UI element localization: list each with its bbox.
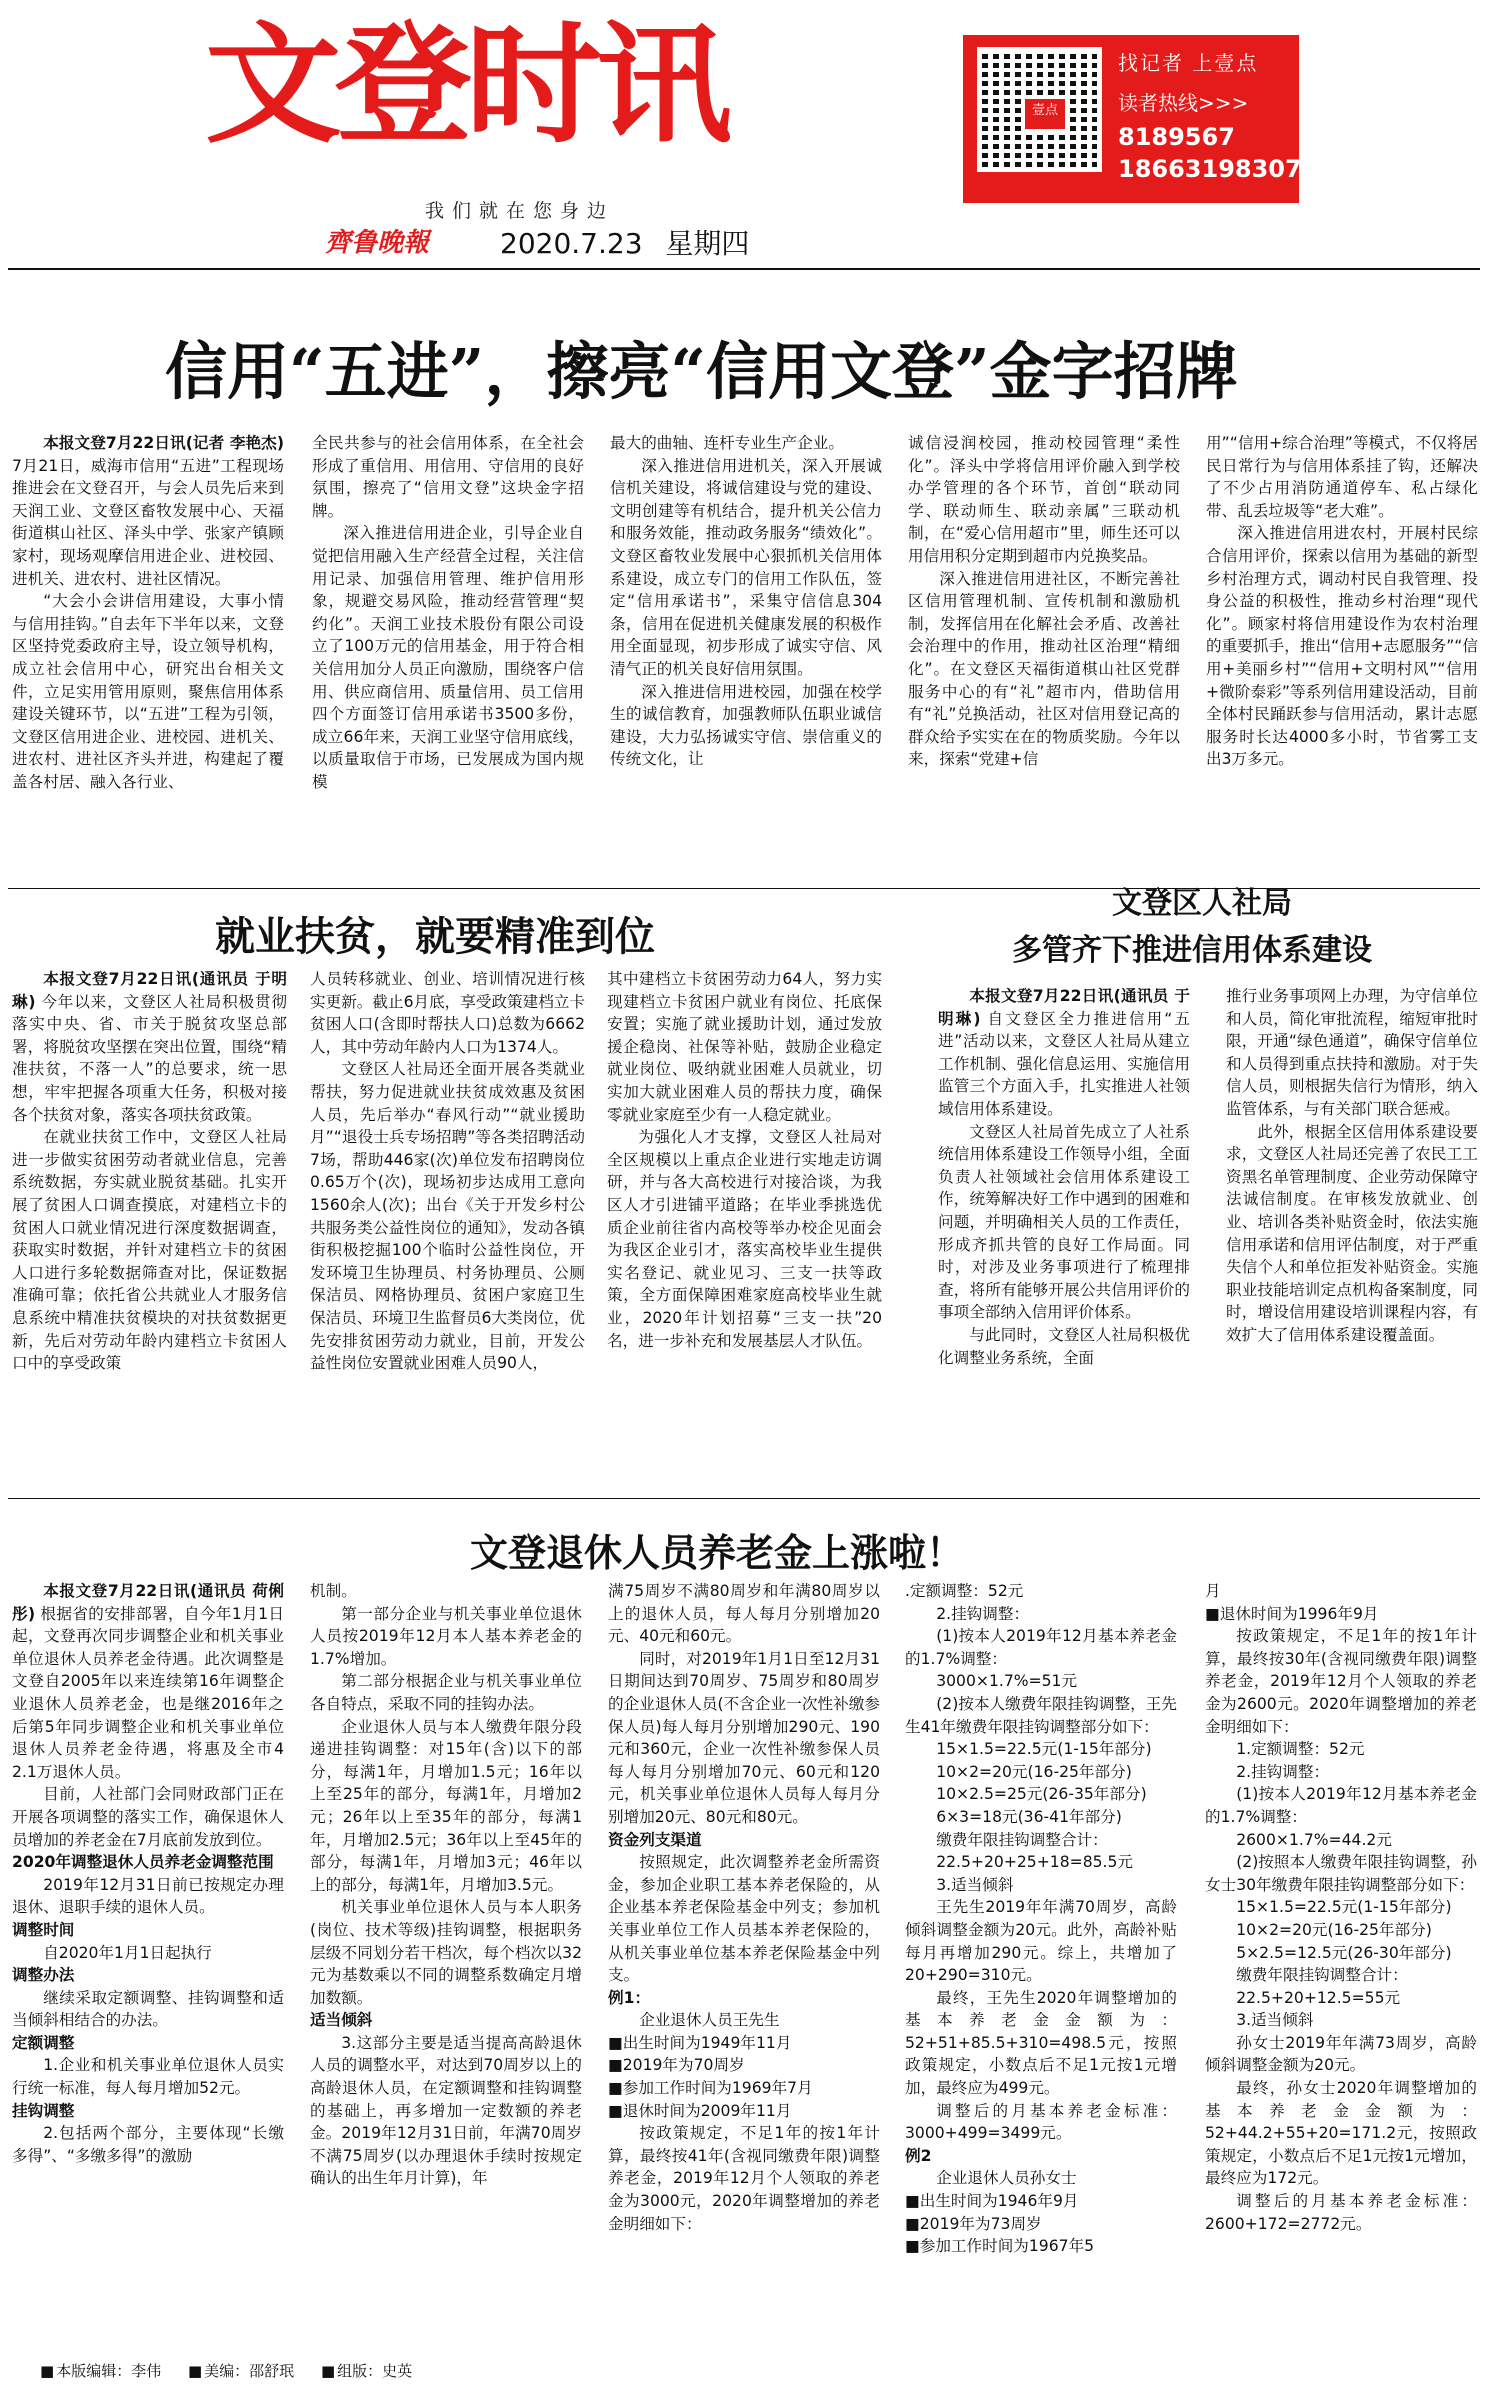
dateline: 本报文登7月22日讯(通讯员 于明琳) [12,970,287,1011]
paragraph: 缴费年限挂钩调整合计： [936,1830,1108,1849]
article3-title-line2: 多管齐下推进信用体系建设 [1012,933,1372,968]
article3-column [1226,985,1478,1490]
paragraph: 企业退休人员王先生 [639,2011,780,2030]
paragraph: 第一部分企业与机关事业单位退休人员按2019年12月本人基本养老金的1.7%增加。 [310,1604,582,1668]
paragraph: 1.企业和机关事业单位退休人员实行统一标准，每人每月增加52元。 [12,2056,284,2098]
paragraph: 10×2.5=25元(26-35年部分) [936,1785,1147,1804]
paragraph: 为强化人才支撑，文登区人社局对全区规模以上重点企业进行实地走访调研，并与各大高校进行对接洽谈，为我区人才引进铺平道路；在毕业季挑选优质企业前往省内高校等举办校企见面会为我区企业引才，落实高校毕业生提供实名登记、就业见习、三支一扶等政策，全方面保障困难家庭高校毕业生就业，2020年计划招募“三支一扶”20名，进一步补充和发展基层人才队伍。 [607,1128,882,1350]
paragraph: 深入推进信用进机关，深入开展诚信机关建设，将诚信建设与党的建设、文明创建等有机结合，提升机关公信力和服务效能，推动政务服务“绩效化”。文登区畜牧业发展中心狠抓机关信用体系建设，成立专门的信用工作队伍，签定“信用承诺书”，采集守信信息304条，信用在促进机关健康发展的积极作用全面显现，初步形成了诚实守信、风清气正的机关良好信用氛围。 [610,456,882,678]
masthead [0,0,1488,290]
paragraph: 人员转移就业、创业、培训情况进行核实更新。截止6月底，享受政策建档立卡贫困人口(含即时帮扶人口)总数为6662人，其中劳动年龄内人口为1374人。 [310,970,585,1056]
paragraph: 6×3=18元(36-41年部分) [936,1807,1122,1826]
paragraph: 15×1.5=22.5元(1-15年部分) [936,1740,1152,1759]
article1-column [312,432,584,887]
paragraph: 调整后的月基本养老金标准：3000+499=3499元。 [905,2101,1177,2143]
paragraph: 文登区人社局还全面开展各类就业帮扶，努力促进就业扶贫成效惠及贫困人员，先后举办“春风行动”“就业援助月”“退役士兵专场招聘”等各类招聘活动7场，帮助446家(次)单位发布招聘岗位0.65万个(次)，现场初步达成用工意向1560余人(次)；出台《关于开发乡村公共服务类公益性岗位的通知》，发动各镇街积极挖掘100个临时公益性岗位，开发环境卫生协理员、村务协理员、公厕保洁员、网格协理员、贫困户家庭卫生保洁员、环境卫生监督员6大类岗位，优先安排贫困劳动力就业，目前，开发公益性岗位安置就业困难人员90人， [310,1060,585,1373]
paragraph: 调整办法 [12,1966,75,1985]
paragraph: 目前，人社部门会同财政部门正在开展各项调整的落实工作，确保退休人员增加的养老金在7月底前发放到位。 [12,1785,284,1849]
paragraph: 最大的曲轴、连杆专业生产企业。 [610,434,844,452]
article2-title: 就业扶贫，就要精准到位 [215,913,655,960]
paragraph: 满75周岁不满80周岁和年满80周岁以上的退休人员，每人每月分别增加20元、40元和60元。 [608,1582,880,1646]
qr-badge: 壹点 [1022,96,1068,132]
paragraph: (1)按本人2019年12月基本养老金的1.7%调整： [905,1627,1177,1668]
paragraph: 调整时间 [12,1920,75,1939]
paragraph: ■2019年为70周岁 [608,2056,745,2075]
article4-column [1205,1580,1477,2355]
article4-title: 文登退休人员养老金上涨啦！ [470,1530,965,1575]
paragraph: 企业退休人员孙女士 [936,2169,1077,2188]
paragraph: 推行业务事项网上办理，为守信单位和人员，简化审批流程，缩短审批时限，开通“绿色通道”，确保守信单位和人员得到重点扶持和激励。对于失信人员，则根据失信行为情形，纳入监管体系，与有关部门联合惩戒。 [1226,987,1478,1118]
paragraph: 深入推进信用进农村，开展村民综合信用评价，探索以信用为基础的新型乡村治理方式，调动村民自我管理、投身公益的积极性，推动乡村治理“现代化”。顾家村将信用建设作为农村治理的重要抓手，推出“信用+志愿服务”“信用+美丽乡村”“信用+文明村风”“信用+微阶泰彩”等系列信用建设活动，目前全体村民踊跃参与信用活动，累计志愿服务时长达4000多小时，节省雾工支出3万多元。 [1206,524,1478,769]
paragraph: 文登区人社局首先成立了人社系统信用体系建设工作领导小组，全面负责人社领域社会信用体系建设工作，统筹解决好工作中遇到的困难和问题，并明确相关人员的工作责任，形成齐抓共管的良好工作局面。同时，对涉及业务事项进行了梳理排查，将所有能够开展公共信用评价的事项全部纳入信用评价体系。 [938,1122,1190,1322]
dateline: 本报文登7月22日讯(记者 李艳杰) [43,434,284,452]
paragraph: 资金列支渠道 [608,1830,702,1849]
paragraph: ■参加工作时间为1967年5 [905,2237,1095,2256]
paragraph: 此外，根据全区信用体系建设要求，文登区人社局还完善了农民工工资黑名单管理制度、企业劳动保障守法诚信制度。在审核发放就业、创业、培训各类补贴资金时，依法实施信用承诺和信用评估制度，对于严重失信个人和单位拒发补贴资金。实施职业技能培训定点机构备案制度，同时，增设信用建设培训课程内容，有效扩大了信用体系建设覆盖面。 [1226,1122,1478,1344]
article4-column [12,1580,284,2355]
article4-column [310,1580,582,2355]
paragraph: 月 [1205,1582,1221,1600]
masthead-divider [8,268,1480,270]
dateline: 本报文登7月22日讯(通讯员 荷俐彤) [12,1582,284,1623]
paragraph: 2020年调整退休人员养老金调整范围 [12,1853,274,1872]
paragraph: 例2 [905,2146,932,2165]
footer-editor: ■ 本版编辑：李伟 [40,2362,161,2380]
paragraph: 本报文登7月22日讯(通讯员 于明琳) 自文登区全力推进信用“五进”活动以来，文登区人社局从建立工作机制、强化信息运用、实施信用监管三个方面入手，扎实推进人社领域信用体系建设。 [938,987,1190,1118]
paragraph: 全民共参与的社会信用体系，在全社会形成了重信用、用信用、守信用的良好氛围，擦亮了“信用文登”这块金字招牌。 [312,434,584,520]
paragraph: (1)按本人2019年12月基本养老金的1.7%调整： [1205,1785,1477,1826]
article3-column [938,985,1190,1490]
dateline: 本报文登7月22日讯(通讯员 于明琳) [938,987,1190,1028]
article3-title-line1: 文登区人社局 [1112,886,1292,921]
paragraph: 缴费年限挂钩调整合计： [1236,1966,1408,1985]
paragraph: 孙女士2019年年满73周岁，高龄倾斜调整金额为20元。 [1205,2033,1477,2075]
paragraph: 企业退休人员与本人缴费年限分段递进挂钩调整：对15年(含)以下的部分，每满1年，月增加1.5元；16年以上至25年的部分，每满1年，月增加2元；26年以上至35年的部分，每满1年，月增加2.5元；36年以上至45年的部分，每满1年，月增加3元；46年以上的部分，每满1年，月增加3.5元。 [310,1717,582,1894]
paragraph: 2.挂钩调整： [936,1604,1030,1623]
issue-date [500,222,749,262]
paragraph: 定额调整 [12,2033,75,2052]
footer-proof: ■ 组版：史英 [321,2362,412,2380]
masthead-slogan: 我们就在您身边 [425,200,615,222]
paragraph: 2600×1.7%=44.2元 [1236,1830,1392,1849]
paragraph: 3.适当倾斜 [1236,2011,1314,2030]
article2-column [12,968,287,1488]
paragraph: 5×2.5=12.5元(26-30年部分) [1236,1943,1452,1962]
article1-column [908,432,1180,887]
footer-designer: ■ 美编：邵舒珉 [188,2362,294,2380]
paragraph: 3000×1.7%=51元 [936,1672,1078,1691]
article4-column [608,1580,880,2355]
article4-column [905,1580,1177,2355]
article3-divider [8,1498,1480,1499]
hotline-slogan: 找记者 上壹点 [1118,51,1259,75]
hotline-phone-1: 8189567 [1118,123,1235,151]
paragraph: 用”“信用+综合治理”等模式，不仅将居民日常行为与信用体系挂了钩，还解决了不少占用消防通道停车、私占绿化带、乱丢垃圾等“老大难”。 [1206,434,1478,520]
hotline-phone-2: 18663198307 [1118,155,1302,183]
paragraph: ■2019年为73周岁 [905,2214,1042,2233]
paragraph: 深入推进信用进企业，引导企业自觉把信用融入生产经营全过程，关注信用记录、加强信用管理、维护信用形象，规避交易风险，推动经营管理“契约化”。天润工业技术股份有限公司设立了100万元的信用基金，用于符合相关信用加分人员正向激励，围绕客户信用、供应商信用、质量信用、员工信用四个方面签订信用承诺书3500多份，成立66年来，天润工业坚守信用底线，以质量取信于市场，已发展成为国内规模 [312,524,584,791]
paragraph: ■退休时间为2009年11月 [608,2101,792,2120]
weekday-text: 星期四 [665,227,750,260]
paragraph: .定额调整：52元 [905,1582,1024,1600]
article1-title: 信用“五进”，擦亮“信用文登”金字招牌 [165,335,1238,408]
paragraph: 与此同时，文登区人社局积极优化调整业务系统，全面 [938,1325,1190,1367]
paragraph: 22.5+20+25+18=85.5元 [936,1853,1134,1872]
paragraph: 15×1.5=22.5元(1-15年部分) [1236,1898,1452,1917]
paragraph: 1.定额调整：52元 [1236,1740,1365,1759]
paragraph: 其中建档立卡贫困劳动力64人，努力实现建档立卡贫困户就业有岗位、托底保安置；实施了就业援助计划，通过发放援企稳岗、社保等补贴，鼓励企业稳定就业岗位、吸纳就业困难人员就业，切实加大就业困难人员的帮扶力度，确保零就业家庭至少有一人稳定就业。 [607,970,882,1124]
paragraph: 3.这部分主要是适当提高高龄退休人员的调整水平，对达到70周岁以上的高龄退休人员，在定额调整和挂钩调整的基础上，再多增加一定数额的养老金。2019年12月31日前，年满70周岁不满75周岁(以办理退休手续时按规定确认的出生年月计算)，年 [310,2033,582,2188]
paragraph: 适当倾斜 [310,2011,373,2030]
paragraph: 本报文登7月22日讯(通讯员 于明琳) 今年以来，文登区人社局积极贯彻落实中央、省、市关于脱贫攻坚总部署，将脱贫攻坚摆在突出位置，围绕“精准扶贫，不落一人”的总要求，统一思想，牢牢把握各项重大任务，积极对接各个扶贫对象，落实各项扶贫政策。 [12,970,287,1124]
article1-column [610,432,882,887]
paragraph: 诚信浸润校园，推动校园管理“柔性化”。泽头中学将信用评价融入到学校办学管理的各个环节，首创“联动同学、联动师生、联动亲属”三联动机制，在“爱心信用超市”里，师生还可以用信用积分定期到超市内兑换奖品。 [908,434,1180,565]
article1-column [12,432,284,887]
paragraph: ■出生时间为1946年9月 [905,2192,1079,2211]
brand-logo: 齊鲁晚報 [325,228,430,258]
paragraph: (2)按本人缴费年限挂钩调整，王先生41年缴费年限挂钩调整部分如下： [905,1694,1177,1736]
paragraph: ■参加工作时间为1969年7月 [608,2079,813,2098]
paragraph: 最终，王先生2020年调整增加的基本养老金金额为：52+51+85.5+310=498.5元，按照政策规定，小数点后不足1元按1元增加，最终应为499元。 [905,1988,1177,2098]
paragraph: 本报文登7月22日讯(通讯员 荷俐彤) 根据省的安排部署，自今年1月1日起，文登再次同步调整企业和机关事业单位退休人员养老金待遇。此次调整是文登自2005年以来连续第16年调整企业退休人员养老金，也是继2016年之后第5年同步调整企业和机关事业单位退休人员养老金待遇，将惠及全市4 2.1万退休人员。 [12,1582,284,1781]
paragraph: 本报文登7月22日讯(记者 李艳杰) 7月21日，威海市信用“五进”工程现场推进会在文登召开，与会人员先后来到天润工业、文登区畜牧发展中心、天福街道棋山社区、泽头中学、张家产镇顾家村，现场观摩信用进企业、进校园、进机关、进农村、进社区情况。 [12,434,284,588]
hotline-label: 读者热线>>> [1118,91,1249,115]
paragraph: 最终，孙女士2020年调整增加的基本养老金金额为：52+44.2+55+20=171.2元，按照政策规定，小数点后不足1元按1元增加，最终应为172元。 [1205,2079,1477,2188]
paragraph: 10×2=20元(16-25年部分) [1236,1920,1432,1939]
paragraph: 挂钩调整 [12,2101,75,2120]
paragraph: 2019年12月31日前已按规定办理退休、退职手续的退休人员。 [12,1875,284,1917]
paragraph: 22.5+20+12.5=55元 [1236,1988,1401,2007]
article2-column [607,968,882,1488]
page-footer [40,2360,412,2381]
paragraph: 按照规定，此次调整养老金所需资金，参加企业职工基本养老保险的，从企业基本养老保险基金中列支；参加机关事业单位工作人员基本养老保险的，从机关事业单位基本养老保险基金中列支。 [608,1853,880,1985]
paragraph: 3.适当倾斜 [936,1875,1014,1894]
paragraph: 调整后的月基本养老金标准：2600+172=2772元。 [1205,2192,1477,2233]
paragraph: 机关事业单位退休人员与本人职务(岗位、技术等级)挂钩调整，根据职务层级不同划分若干档次，每个档次以32元为基数乘以不同的调整系数确定月增加数额。 [310,1898,582,2007]
paragraph: 自2020年1月1日起执行 [43,1943,212,1962]
contact-panel [963,35,1302,203]
paragraph: 深入推进信用进社区，不断完善社区信用管理机制、宣传机制和激励机制，发挥信用在化解社会矛盾、改善社会治理中的作用，推动社区治理“精细化”。在文登区天福街道棋山社区党群服务中心的有“礼”超市内，借助信用有“礼”兑换活动，社区对信用登记高的群众给予实实在在的物质奖励。今年以来，探索“党建+信 [908,569,1180,769]
paragraph: ■退休时间为1996年9月 [1205,1604,1379,1623]
paragraph: 第二部分根据企业与机关事业单位各自特点，采取不同的挂钩办法。 [310,1672,582,1713]
date-text: 2020.7.23 [500,227,643,260]
paragraph: 王先生2019年年满70周岁，高龄倾斜调整金额为20元。此外，高龄补贴每月再增加290元。综上，共增加了20+290=310元。 [905,1898,1177,1985]
paragraph: 例1： [608,1988,651,2007]
paragraph: 2.包括两个部分，主要体现“长缴多得”、“多缴多得”的激励 [12,2124,284,2165]
paragraph: 按政策规定，不足1年的按1年计算，最终按30年(含视同缴费年限)调整养老金，2019年12月个人领取的养老金为2600元。2020年调整增加的养老金明细如下： [1205,1627,1477,1736]
paragraph: “大会小会讲信用建设，大事小情与信用挂钩。”自去年下半年以来，文登区坚持党委政府主导，设立领导机构，成立社会信用中心，研究出台相关文件，立足实用管用原则，聚焦信用体系建设关键环节，以“五进”工程为引领，文登区信用进企业、进校园、进机关、进农村、进社区齐头并进，构建起了覆盖各村居、融入各行业、 [12,592,284,791]
paragraph: 在就业扶贫工作中，文登区人社局进一步做实贫困劳动者就业信息，完善系统数据，夯实就业脱贫基础。扎实开展了贫困人口调查摸底，对建档立卡的贫困人口就业情况进行深度数据调查，获取实时数据，并针对建档立卡的贫困人口进行多轮数据筛查对比，保证数据准确可靠；依托省公共就业人才服务信息系统中精准扶贫模块的对扶贫数据更新，先后对劳动年龄内建档立卡贫困人口中的享受政策 [12,1128,287,1373]
paragraph: 继续采取定额调整、挂钩调整和适当倾斜相结合的办法。 [12,1988,284,2030]
article2-column [310,968,585,1488]
paragraph: 按政策规定，不足1年的按1年计算，最终按41年(含视同缴费年限)调整养老金，2019年12月个人领取的养老金为3000元，2020年调整增加的养老金明细如下： [608,2124,880,2233]
paragraph: 深入推进信用进校园，加强在校学生的诚信教育，加强教师队伍职业诚信建设，大力弘扬诚实守信、崇信重义的传统文化，让 [610,682,882,769]
paragraph: 机制。 [310,1582,357,1600]
article1-column [1206,432,1478,887]
paragraph: ■出生时间为1949年11月 [608,2033,792,2052]
paragraph: (2)按照本人缴费年限挂钩调整，孙女士30年缴费年限挂钩调整部分如下： [1205,1853,1477,1894]
paragraph: 10×2=20元(16-25年部分) [936,1762,1132,1781]
paragraph: 同时，对2019年1月1日至12月31日期间达到70周岁、75周岁和80周岁的企业退休人员(不含企业一次性补缴参保人员)每人每月分别增加290元、190元和360元，企业一次性补缴参保人员每人每月分别增加70元、60元和120元，机关事业单位退休人员每人每月分别增加20元、80元和80元。 [608,1649,880,1826]
qr-code-icon[interactable] [977,47,1102,172]
newspaper-logo: 文登时讯 [205,9,726,161]
paragraph: 2.挂钩调整： [1236,1762,1330,1781]
